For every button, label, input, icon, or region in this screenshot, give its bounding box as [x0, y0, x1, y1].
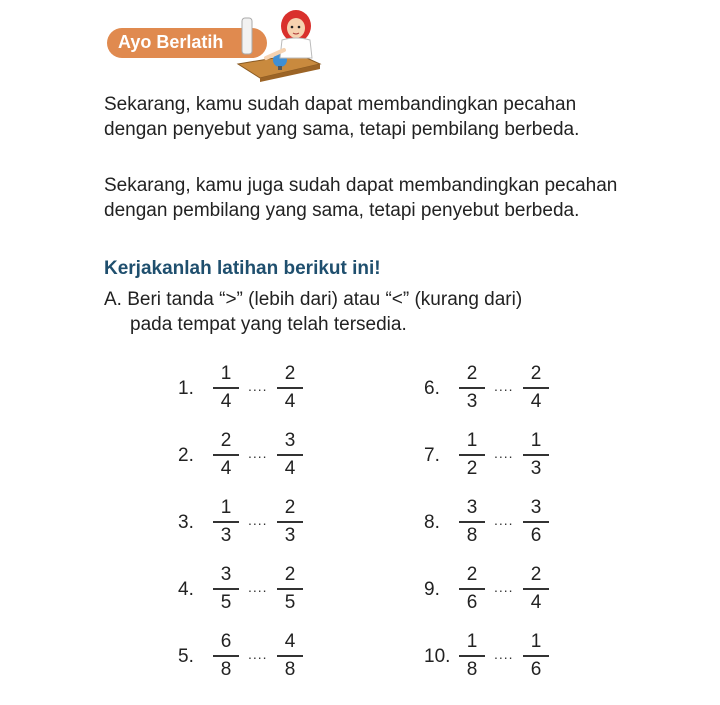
problem-5 [178, 630, 358, 690]
fraction-right: 3 4 [274, 429, 306, 481]
problem-number: 7. [424, 445, 440, 466]
problem-7 [424, 429, 604, 489]
answer-blank[interactable]: .... [248, 512, 268, 528]
fraction-left: 6 8 [210, 630, 242, 682]
problem-6 [424, 362, 604, 422]
fraction-left: 2 4 [210, 429, 242, 481]
fraction-left: 2 6 [456, 563, 488, 615]
fraction-right: 2 4 [274, 362, 306, 414]
intro-paragraph-2: Sekarang, kamu juga sudah dapat membandingkan pecahan dengan pembilang yang sama, tetapi penyebut berbeda. [104, 175, 618, 221]
fraction-left: 1 3 [210, 496, 242, 548]
answer-blank[interactable]: .... [494, 378, 514, 394]
answer-blank[interactable]: .... [248, 378, 268, 394]
fraction-right: 2 4 [520, 362, 552, 414]
problem-number: 8. [424, 512, 440, 533]
answer-blank[interactable]: .... [248, 579, 268, 595]
fraction-right: 2 4 [520, 563, 552, 615]
problem-number: 9. [424, 579, 440, 600]
intro-paragraph-1: Sekarang, kamu sudah dapat membandingkan pecahan dengan penyebut yang sama, tetapi pembilang berbeda. [104, 94, 580, 140]
fraction-right: 2 5 [274, 563, 306, 615]
exercise-instruction: Kerjakanlah latihan berikut ini! [104, 258, 381, 279]
problem-number: 3. [178, 512, 194, 533]
problem-1 [178, 362, 358, 422]
problem-10 [424, 630, 604, 690]
problem-number: 10. [424, 646, 451, 667]
answer-blank[interactable]: .... [248, 445, 268, 461]
task-a-line2: pada tempat yang telah tersedia. [130, 314, 407, 335]
problem-9 [424, 563, 604, 623]
answer-blank[interactable]: .... [248, 646, 268, 662]
fraction-left: 1 2 [456, 429, 488, 481]
answer-blank[interactable]: .... [494, 646, 514, 662]
task-a [104, 287, 624, 337]
answer-blank[interactable]: .... [494, 445, 514, 461]
student-illustration [236, 6, 322, 82]
problem-number: 1. [178, 378, 194, 399]
task-a-line1: A. Beri tanda “>” (lebih dari) atau “<” (kurang dari) [104, 289, 523, 310]
answer-blank[interactable]: .... [494, 579, 514, 595]
section-badge-label: Ayo Berlatih [118, 32, 224, 52]
fraction-left: 3 5 [210, 563, 242, 615]
problem-number: 5. [178, 646, 194, 667]
fraction-right: 3 6 [520, 496, 552, 548]
fraction-left: 1 8 [456, 630, 488, 682]
fraction-left: 1 4 [210, 362, 242, 414]
answer-blank[interactable]: .... [494, 512, 514, 528]
fraction-left: 2 3 [456, 362, 488, 414]
fraction-right: 2 3 [274, 496, 306, 548]
fraction-right: 1 6 [520, 630, 552, 682]
problem-4 [178, 563, 358, 623]
problem-2 [178, 429, 358, 489]
problem-3 [178, 496, 358, 556]
fraction-right: 4 8 [274, 630, 306, 682]
problem-number: 6. [424, 378, 440, 399]
problem-8 [424, 496, 604, 556]
fraction-right: 1 3 [520, 429, 552, 481]
problem-number: 2. [178, 445, 194, 466]
problem-number: 4. [178, 579, 194, 600]
fraction-left: 3 8 [456, 496, 488, 548]
